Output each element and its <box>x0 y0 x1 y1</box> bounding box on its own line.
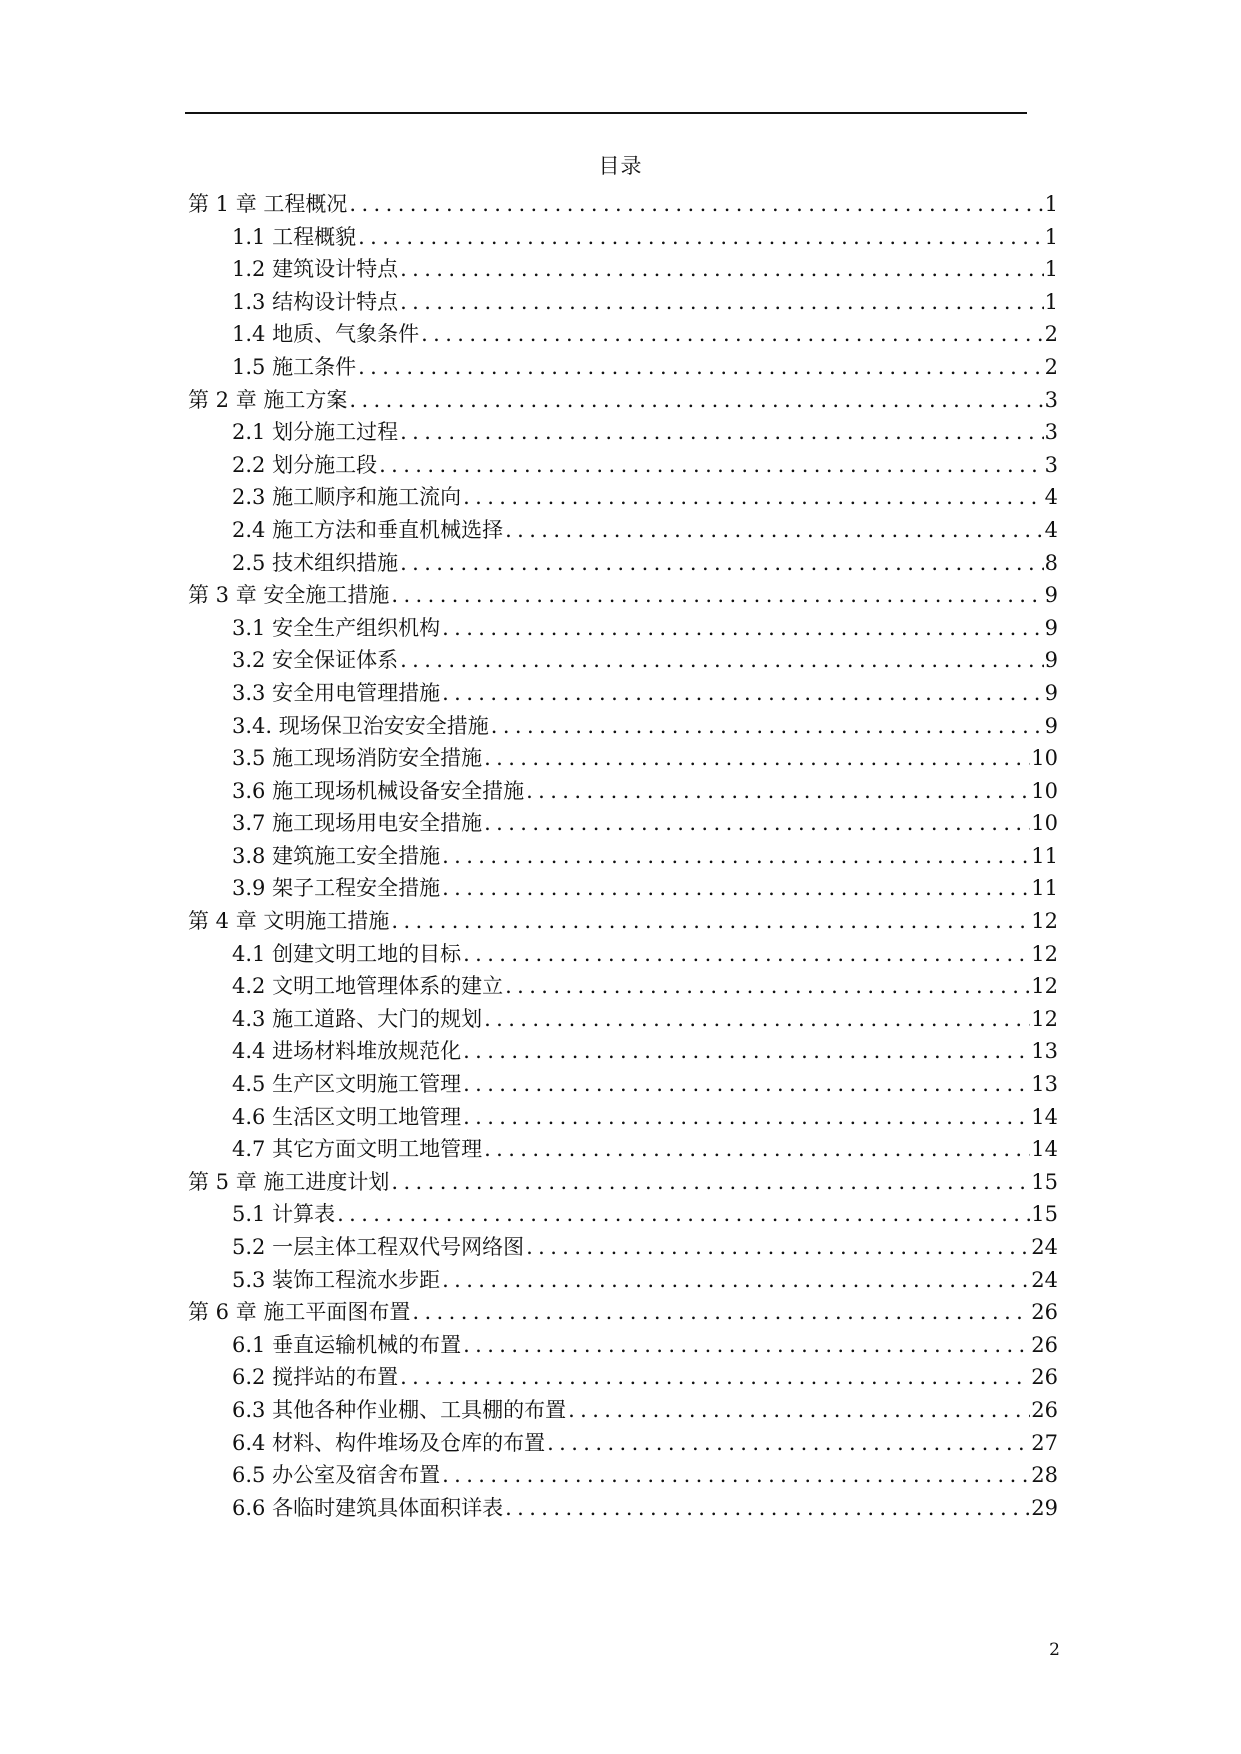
toc-chapter-entry[interactable] <box>188 579 1058 612</box>
toc-entry-page: 11 <box>1031 876 1058 901</box>
toc-section-entry[interactable] <box>188 547 1058 580</box>
toc-entry-label: 1.5 施工条件 <box>232 354 357 379</box>
toc-section-entry[interactable] <box>188 351 1058 384</box>
toc-dot-leader <box>412 1296 1030 1329</box>
toc-dot-leader <box>463 1068 1030 1101</box>
toc-entry-page: 2 <box>1044 322 1058 347</box>
toc-dot-leader <box>391 905 1030 938</box>
toc-dot-leader <box>421 318 1044 351</box>
table-of-contents <box>188 188 1058 1524</box>
toc-dot-leader <box>484 742 1030 775</box>
toc-entry-page: 9 <box>1044 615 1058 640</box>
toc-dot-leader <box>400 644 1044 677</box>
toc-dot-leader <box>491 710 1044 743</box>
toc-section-entry[interactable] <box>188 612 1058 645</box>
toc-entry-page: 3 <box>1044 452 1058 477</box>
toc-entry-page: 13 <box>1031 1072 1058 1097</box>
toc-dot-leader <box>391 1166 1030 1199</box>
toc-section-entry[interactable] <box>188 286 1058 319</box>
toc-entry-page: 12 <box>1031 974 1058 999</box>
toc-dot-leader <box>400 547 1044 580</box>
toc-section-entry[interactable] <box>188 840 1058 873</box>
toc-entry-label: 4.1 创建文明工地的目标 <box>232 941 462 966</box>
toc-dot-leader <box>505 970 1030 1003</box>
toc-entry-page: 8 <box>1044 550 1058 575</box>
toc-entry-label: 2.3 施工顺序和施工流向 <box>232 485 462 510</box>
toc-entry-page: 26 <box>1031 1300 1058 1325</box>
toc-entry-page: 12 <box>1031 1006 1058 1031</box>
toc-section-entry[interactable] <box>188 1329 1058 1362</box>
toc-section-entry[interactable] <box>188 1361 1058 1394</box>
toc-entry-page: 10 <box>1031 811 1058 836</box>
toc-entry-label: 5.2 一层主体工程双代号网络图 <box>232 1235 525 1259</box>
toc-entry-label: 4.3 施工道路、大门的规划 <box>232 1006 483 1031</box>
toc-section-entry[interactable] <box>188 677 1058 710</box>
toc-chapter-entry[interactable] <box>188 1296 1058 1329</box>
toc-section-entry[interactable] <box>188 970 1058 1003</box>
toc-dot-leader <box>358 221 1044 254</box>
toc-dot-leader <box>442 1459 1030 1492</box>
toc-entry-label: 6.4 材料、构件堆场及仓库的布置 <box>232 1430 546 1455</box>
toc-entry-page: 3 <box>1044 387 1058 412</box>
toc-entry-page: 14 <box>1031 1137 1058 1162</box>
toc-entry-page: 27 <box>1031 1430 1058 1455</box>
toc-entry-page: 1 <box>1044 192 1058 216</box>
toc-entry-label: 6.3 其他各种作业棚、工具棚的布置 <box>232 1397 567 1422</box>
toc-entry-label: 5.3 装饰工程流水步距 <box>232 1267 441 1292</box>
header-rule <box>185 112 1027 114</box>
toc-entry-page: 24 <box>1031 1235 1058 1259</box>
toc-entry-page: 4 <box>1044 517 1058 542</box>
toc-entry-label: 3.8 建筑施工安全措施 <box>232 843 441 868</box>
toc-section-entry[interactable] <box>188 416 1058 449</box>
toc-section-entry[interactable] <box>188 253 1058 286</box>
toc-dot-leader <box>463 1329 1030 1362</box>
toc-dot-leader <box>400 253 1044 286</box>
toc-entry-label: 第 1 章 工程概况 <box>188 192 348 216</box>
toc-section-entry[interactable] <box>188 1231 1058 1264</box>
toc-title: 目录 <box>598 154 643 178</box>
toc-entry-label: 3.5 施工现场消防安全措施 <box>232 746 483 771</box>
toc-dot-leader <box>505 514 1044 547</box>
toc-dot-leader <box>400 416 1044 449</box>
toc-entry-label: 2.1 划分施工过程 <box>232 420 399 445</box>
toc-dot-leader <box>568 1394 1030 1427</box>
toc-entry-label: 4.7 其它方面文明工地管理 <box>232 1137 483 1162</box>
toc-entry-label: 第 6 章 施工平面图布置 <box>188 1300 411 1325</box>
toc-entry-page: 13 <box>1031 1039 1058 1064</box>
toc-section-entry[interactable] <box>188 1198 1058 1231</box>
toc-dot-leader <box>442 677 1044 710</box>
toc-dot-leader <box>484 807 1030 840</box>
toc-chapter-entry[interactable] <box>188 384 1058 417</box>
toc-entry-label: 1.3 结构设计特点 <box>232 289 399 314</box>
toc-entry-page: 10 <box>1031 778 1058 803</box>
toc-entry-label: 6.5 办公室及宿舍布置 <box>232 1463 441 1488</box>
toc-entry-page: 9 <box>1044 648 1058 673</box>
toc-section-entry[interactable] <box>188 644 1058 677</box>
toc-entry-label: 3.1 安全生产组织机构 <box>232 615 441 640</box>
toc-entry-page: 26 <box>1031 1365 1058 1390</box>
toc-dot-leader <box>442 612 1044 645</box>
toc-chapter-entry[interactable] <box>188 188 1058 221</box>
toc-section-entry[interactable] <box>188 1101 1058 1134</box>
toc-entry-page: 26 <box>1031 1332 1058 1357</box>
toc-entry-label: 第 3 章 安全施工措施 <box>188 583 390 608</box>
toc-dot-leader <box>526 775 1030 808</box>
toc-section-entry[interactable] <box>188 938 1058 971</box>
toc-entry-label: 1.4 地质、气象条件 <box>232 322 420 347</box>
toc-section-entry[interactable] <box>188 1035 1058 1068</box>
toc-entry-page: 9 <box>1044 680 1058 705</box>
toc-entry-label: 3.9 架子工程安全措施 <box>232 876 441 901</box>
toc-chapter-entry[interactable] <box>188 905 1058 938</box>
toc-section-entry[interactable] <box>188 807 1058 840</box>
toc-entry-label: 3.7 施工现场用电安全措施 <box>232 811 483 836</box>
toc-entry-page: 1 <box>1044 224 1058 249</box>
toc-section-entry[interactable] <box>188 1394 1058 1427</box>
toc-section-entry[interactable] <box>188 514 1058 547</box>
toc-dot-leader <box>442 840 1030 873</box>
toc-dot-leader <box>379 449 1044 482</box>
toc-entry-page: 14 <box>1031 1104 1058 1129</box>
toc-entry-label: 2.4 施工方法和垂直机械选择 <box>232 517 504 542</box>
toc-entry-label: 3.2 安全保证体系 <box>232 648 399 673</box>
page-number: 2 <box>1049 1640 1060 1660</box>
toc-dot-leader <box>463 1101 1030 1134</box>
toc-entry-page: 1 <box>1044 289 1058 314</box>
toc-section-entry[interactable] <box>188 710 1058 743</box>
toc-dot-leader <box>526 1231 1030 1264</box>
toc-entry-label: 4.5 生产区文明施工管理 <box>232 1072 462 1097</box>
toc-section-entry[interactable] <box>188 1492 1058 1525</box>
toc-entry-label: 3.4. 现场保卫治安安全措施 <box>232 713 489 738</box>
toc-entry-page: 1 <box>1044 257 1058 282</box>
toc-dot-leader <box>400 286 1044 319</box>
toc-entry-page: 12 <box>1031 941 1058 966</box>
toc-section-entry[interactable] <box>188 1003 1058 1036</box>
toc-dot-leader <box>463 938 1030 971</box>
toc-entry-label: 4.2 文明工地管理体系的建立 <box>232 974 504 999</box>
toc-entry-page: 9 <box>1044 583 1058 608</box>
toc-entry-label: 4.6 生活区文明工地管理 <box>232 1104 462 1129</box>
toc-entry-page: 2 <box>1044 354 1058 379</box>
toc-dot-leader <box>442 1264 1030 1297</box>
toc-entry-label: 2.5 技术组织措施 <box>232 550 399 575</box>
toc-dot-leader <box>547 1427 1030 1460</box>
toc-entry-page: 10 <box>1031 746 1058 771</box>
toc-section-entry[interactable] <box>188 872 1058 905</box>
toc-entry-label: 3.3 安全用电管理措施 <box>232 680 441 705</box>
toc-entry-page: 15 <box>1031 1202 1058 1227</box>
toc-entry-label: 3.6 施工现场机械设备安全措施 <box>232 778 525 803</box>
toc-section-entry[interactable] <box>188 775 1058 808</box>
toc-entry-label: 6.1 垂直运输机械的布置 <box>232 1332 462 1357</box>
toc-dot-leader <box>463 1035 1030 1068</box>
toc-section-entry[interactable] <box>188 481 1058 514</box>
toc-entry-label: 6.2 搅拌站的布置 <box>232 1365 399 1390</box>
toc-dot-leader <box>463 481 1044 514</box>
toc-section-entry[interactable] <box>188 1133 1058 1166</box>
toc-entry-page: 29 <box>1031 1495 1058 1520</box>
toc-entry-label: 1.2 建筑设计特点 <box>232 257 399 282</box>
toc-entry-label: 6.6 各临时建筑具体面积详表 <box>232 1495 504 1520</box>
toc-dot-leader <box>400 1361 1030 1394</box>
toc-section-entry[interactable] <box>188 1427 1058 1460</box>
toc-entry-label: 4.4 进场材料堆放规范化 <box>232 1039 462 1064</box>
toc-entry-page: 24 <box>1031 1267 1058 1292</box>
toc-entry-label: 第 2 章 施工方案 <box>188 387 348 412</box>
toc-entry-page: 4 <box>1044 485 1058 510</box>
toc-dot-leader <box>337 1198 1030 1231</box>
toc-entry-label: 5.1 计算表 <box>232 1202 336 1227</box>
toc-entry-page: 15 <box>1031 1169 1058 1194</box>
toc-section-entry[interactable] <box>188 1264 1058 1297</box>
toc-section-entry[interactable] <box>188 742 1058 775</box>
toc-dot-leader <box>484 1003 1030 1036</box>
toc-entry-label: 1.1 工程概貌 <box>232 224 357 249</box>
toc-entry-page: 11 <box>1031 843 1058 868</box>
toc-entry-page: 9 <box>1044 713 1058 738</box>
toc-entry-label: 2.2 划分施工段 <box>232 452 378 477</box>
toc-dot-leader <box>391 579 1043 612</box>
toc-dot-leader <box>349 384 1043 417</box>
toc-entry-page: 28 <box>1031 1463 1058 1488</box>
toc-entry-page: 3 <box>1044 420 1058 445</box>
toc-section-entry[interactable] <box>188 221 1058 254</box>
toc-section-entry[interactable] <box>188 318 1058 351</box>
toc-dot-leader <box>484 1133 1030 1166</box>
toc-dot-leader <box>505 1492 1030 1525</box>
toc-section-entry[interactable] <box>188 1068 1058 1101</box>
toc-entry-page: 26 <box>1031 1397 1058 1422</box>
toc-section-entry[interactable] <box>188 449 1058 482</box>
toc-dot-leader <box>349 188 1043 221</box>
toc-section-entry[interactable] <box>188 1459 1058 1492</box>
toc-entry-page: 12 <box>1031 909 1058 934</box>
toc-dot-leader <box>358 351 1044 384</box>
toc-entry-label: 第 5 章 施工进度计划 <box>188 1169 390 1194</box>
toc-chapter-entry[interactable] <box>188 1166 1058 1199</box>
toc-dot-leader <box>442 872 1030 905</box>
toc-entry-label: 第 4 章 文明施工措施 <box>188 909 390 934</box>
